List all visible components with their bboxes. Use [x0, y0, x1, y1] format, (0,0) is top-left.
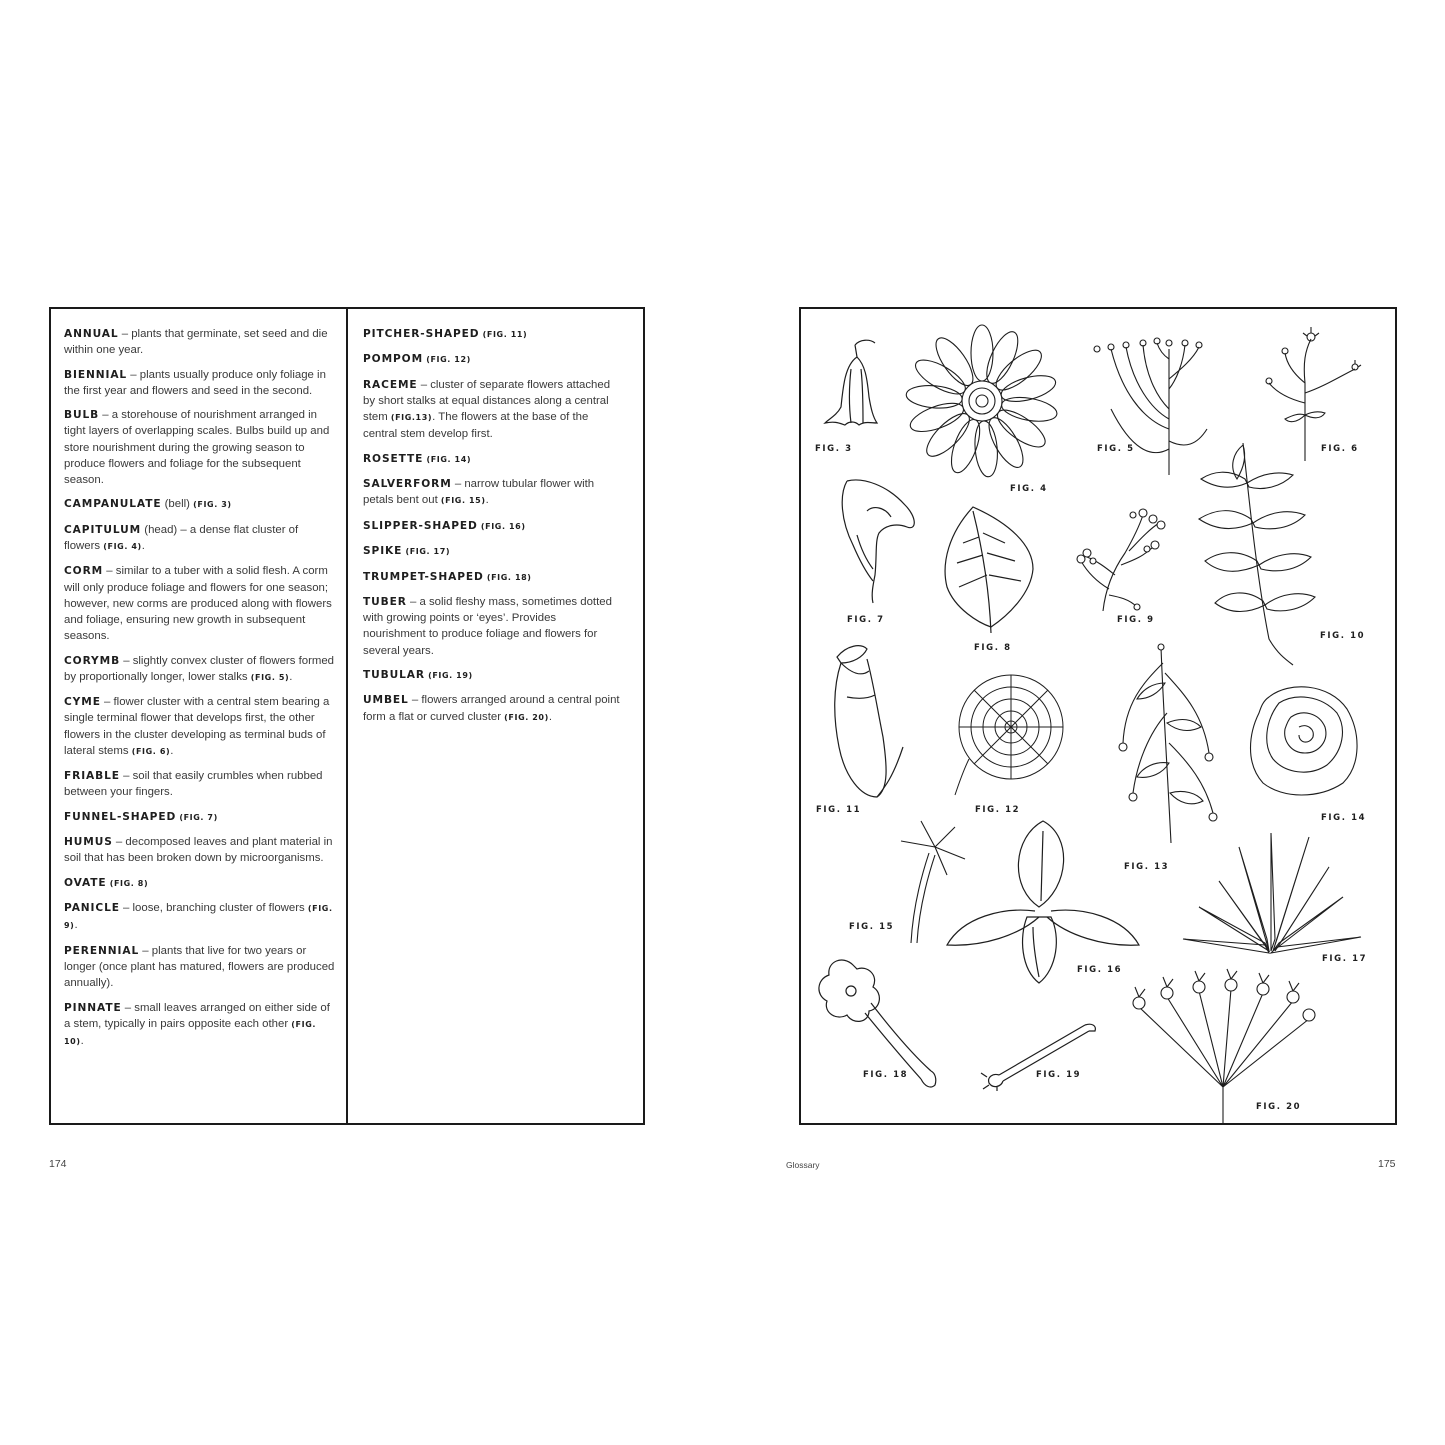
tubular-flower-icon	[979, 1017, 1109, 1092]
entry-term: RACEME	[363, 378, 418, 391]
figure-reference: (FIG. 5)	[250, 672, 290, 682]
entry-definition: – flower cluster with a central stem bearing a single terminal flower that develops first, the other flowers in the cluster developing as terminal buds of lateral stems	[64, 696, 330, 757]
page-number-right: 175	[1378, 1158, 1396, 1170]
entry-term: CYME	[64, 696, 101, 709]
figure-reference: (FIG. 6)	[131, 746, 171, 756]
entry-definition: – flowers arranged around a central point form a flat or curved cluster	[363, 694, 620, 723]
glossary-entry	[363, 451, 621, 468]
entry-term: FUNNEL-SHAPED	[64, 810, 177, 823]
glossary-entry	[64, 563, 336, 644]
rose-rosette-icon	[1239, 673, 1364, 803]
entry-tail: .	[548, 710, 553, 723]
glossary-entry	[64, 407, 336, 488]
figure-reference: (FIG. 17)	[405, 547, 451, 557]
calla-funnel-icon	[827, 475, 922, 605]
entry-term: SPIKE	[363, 545, 403, 558]
entry-term: TUBER	[363, 595, 407, 608]
figure-reference: (FIG. 20)	[504, 712, 549, 722]
glossary-entry	[363, 326, 621, 343]
entry-tail: .	[289, 670, 293, 683]
entry-term: FRIABLE	[64, 770, 120, 783]
bellflower-icon	[815, 337, 895, 432]
entry-definition: – narrow tubular flower with petals bent out	[363, 478, 595, 507]
entry-term: HUMUS	[64, 836, 113, 849]
glossary-entry	[363, 377, 621, 443]
entry-definition: (head) – a dense flat cluster of flowers	[64, 523, 299, 552]
figure-label: FIG. 5	[1097, 444, 1135, 454]
entry-term: SALVERFORM	[363, 478, 452, 491]
entry-term: CAMPANULATE	[64, 498, 162, 511]
spike-icon	[1179, 827, 1364, 957]
figure-label: FIG. 6	[1321, 444, 1359, 454]
figure-label: FIG. 16	[1077, 965, 1123, 975]
figure-label: FIG. 8	[974, 643, 1012, 653]
entry-term: TRUMPET-SHAPED	[363, 570, 484, 583]
glossary-entry	[64, 943, 336, 992]
glossary-entry	[64, 768, 336, 800]
entry-term: ANNUAL	[64, 328, 119, 340]
glossary-entry	[64, 367, 336, 399]
figure-reference: (FIG. 7)	[179, 812, 218, 822]
pompom-dahlia-icon	[949, 667, 1069, 797]
figure-label: FIG. 9	[1117, 615, 1155, 625]
figure-label: FIG. 3	[815, 444, 853, 454]
ovate-leaf-icon	[939, 503, 1039, 638]
entry-tail: .	[170, 744, 174, 757]
figure-label: FIG. 12	[975, 805, 1021, 815]
entry-term: BIENNIAL	[64, 368, 128, 381]
glossary-column-2	[363, 326, 621, 734]
entry-term: BULB	[64, 409, 100, 422]
entry-definition: – plants that germinate, set seed and die within one year.	[64, 328, 328, 357]
entry-definition: – decomposed leaves and plant material in soil that has been broken down by microorganisms.	[64, 836, 333, 865]
entry-definition: (bell)	[161, 498, 194, 511]
botanical-illustrations	[799, 307, 1397, 1125]
figure-reference: (FIG. 8)	[109, 878, 149, 888]
entry-tail: .	[80, 1034, 84, 1047]
figure-reference: (FIG. 3)	[193, 500, 232, 510]
panicle-icon	[1063, 503, 1173, 613]
corymb-icon	[1081, 329, 1211, 477]
entry-term: UMBEL	[363, 694, 409, 707]
column-divider	[346, 307, 348, 1125]
figure-label: FIG. 13	[1124, 862, 1170, 872]
glossary-entry	[363, 543, 621, 560]
entry-definition: – soil that easily crumbles when rubbed between your fingers.	[64, 770, 323, 799]
glossary-entry	[64, 694, 336, 760]
figure-label: FIG. 19	[1036, 1070, 1082, 1080]
glossary-entry	[363, 476, 621, 509]
entry-term: POMPOM	[363, 353, 424, 366]
entry-tail: .	[141, 539, 145, 552]
figure-reference: (FIG. 11)	[482, 330, 528, 339]
figure-label: FIG. 10	[1320, 631, 1366, 641]
figure-label: FIG. 17	[1322, 954, 1368, 964]
figure-reference: (FIG. 15)	[440, 496, 486, 506]
glossary-entry	[64, 809, 336, 826]
glossary-entry	[363, 569, 621, 586]
glossary-entry	[64, 1000, 336, 1051]
glossary-entry	[64, 496, 336, 513]
entry-definition: – plants that live for two years or longer (once plant has matured, flowers are produced annually).	[64, 944, 335, 990]
glossary-entry	[363, 692, 621, 725]
pitcher-plant-icon	[827, 637, 917, 802]
figure-label: FIG. 14	[1321, 813, 1367, 823]
glossary-entry	[64, 834, 336, 866]
entry-definition: – a solid fleshy mass, sometimes dotted with growing points or ‘eyes’. Provides nourishment to produce foliage and flowers for several years.	[363, 595, 612, 657]
entry-definition: – slightly convex cluster of flowers formed by proportionally longer, lower stalks	[64, 654, 335, 683]
figure-reference: (FIG. 16)	[480, 521, 526, 531]
entry-definition: – loose, branching cluster of flowers	[119, 902, 308, 915]
figure-reference: (FIG. 9)	[64, 904, 333, 931]
glossary-entry	[363, 594, 621, 659]
figure-reference: (FIG. 18)	[486, 572, 532, 582]
figure-label: FIG. 15	[849, 922, 895, 932]
entry-term: TUBULAR	[363, 668, 425, 681]
glossary-entry	[363, 667, 621, 684]
entry-term: OVATE	[64, 876, 107, 889]
figure-reference: (FIG. 10)	[64, 1019, 316, 1046]
glossary-entry	[363, 518, 621, 535]
entry-tail: .	[485, 494, 489, 507]
glossary-entry	[64, 875, 336, 892]
glossary-column-1	[64, 326, 336, 1058]
glossary-entry	[64, 326, 336, 358]
glossary-entry	[363, 351, 621, 368]
figure-reference: (FIG. 12)	[426, 355, 471, 365]
glossary-entry	[64, 522, 336, 555]
entry-term: PANICLE	[64, 902, 120, 915]
entry-definition: – a storehouse of nourishment arranged in tight layers of overlapping scales. Bulbs build up and store nourishment during the growing season to produce flowers and foliage for the subsequent season.	[64, 409, 330, 486]
entry-definition: – cluster of separate flowers attached by short stalks at equal distances along a central stem	[363, 378, 611, 424]
figure-label: FIG. 7	[847, 615, 885, 625]
figure-label: FIG. 20	[1256, 1102, 1302, 1112]
figure-reference: (FIG. 19)	[428, 670, 473, 680]
glossary-entry	[64, 900, 336, 934]
entry-tail: .	[74, 919, 78, 932]
entry-term: CAPITULUM	[64, 523, 142, 536]
entry-tail: . The flowers at the base of the central stem develop first.	[363, 411, 589, 441]
figure-reference: (FIG. 14)	[426, 454, 472, 464]
entry-definition: – similar to a tuber with a solid flesh. A corm will only produce foliage and flowers for one season; however, new corms are produced along with flowers and foliage, ensuring new growth in subsequent seasons.	[64, 565, 332, 643]
figure-reference: (FIG.13)	[390, 413, 433, 423]
entry-term: PINNATE	[64, 1001, 122, 1014]
glossary-entry	[64, 653, 336, 686]
figure-label: FIG. 18	[863, 1070, 909, 1080]
entry-term: CORYMB	[64, 654, 121, 667]
entry-term: CORM	[64, 565, 104, 578]
entry-term: SLIPPER-SHAPED	[363, 519, 478, 532]
entry-definition: – small leaves arranged on either side of a stem, typically in pairs opposite each other	[64, 1001, 330, 1030]
entry-term: PITCHER-SHAPED	[363, 328, 480, 340]
entry-definition: – plants usually produce only foliage in the first year and flowers and seed in the second.	[64, 368, 326, 397]
page-number-left: 174	[49, 1158, 67, 1170]
pinnate-leaf-icon	[1193, 439, 1323, 669]
running-head: Glossary	[786, 1160, 820, 1170]
entry-term: ROSETTE	[363, 452, 424, 465]
figure-label: FIG. 11	[816, 805, 862, 815]
slipper-orchid-icon	[943, 817, 1143, 987]
entry-term: PERENNIAL	[64, 944, 140, 957]
figure-label: FIG. 4	[1010, 484, 1048, 494]
figure-reference: (FIG. 4)	[103, 541, 142, 551]
daisy-capitulum-icon	[907, 323, 1057, 478]
